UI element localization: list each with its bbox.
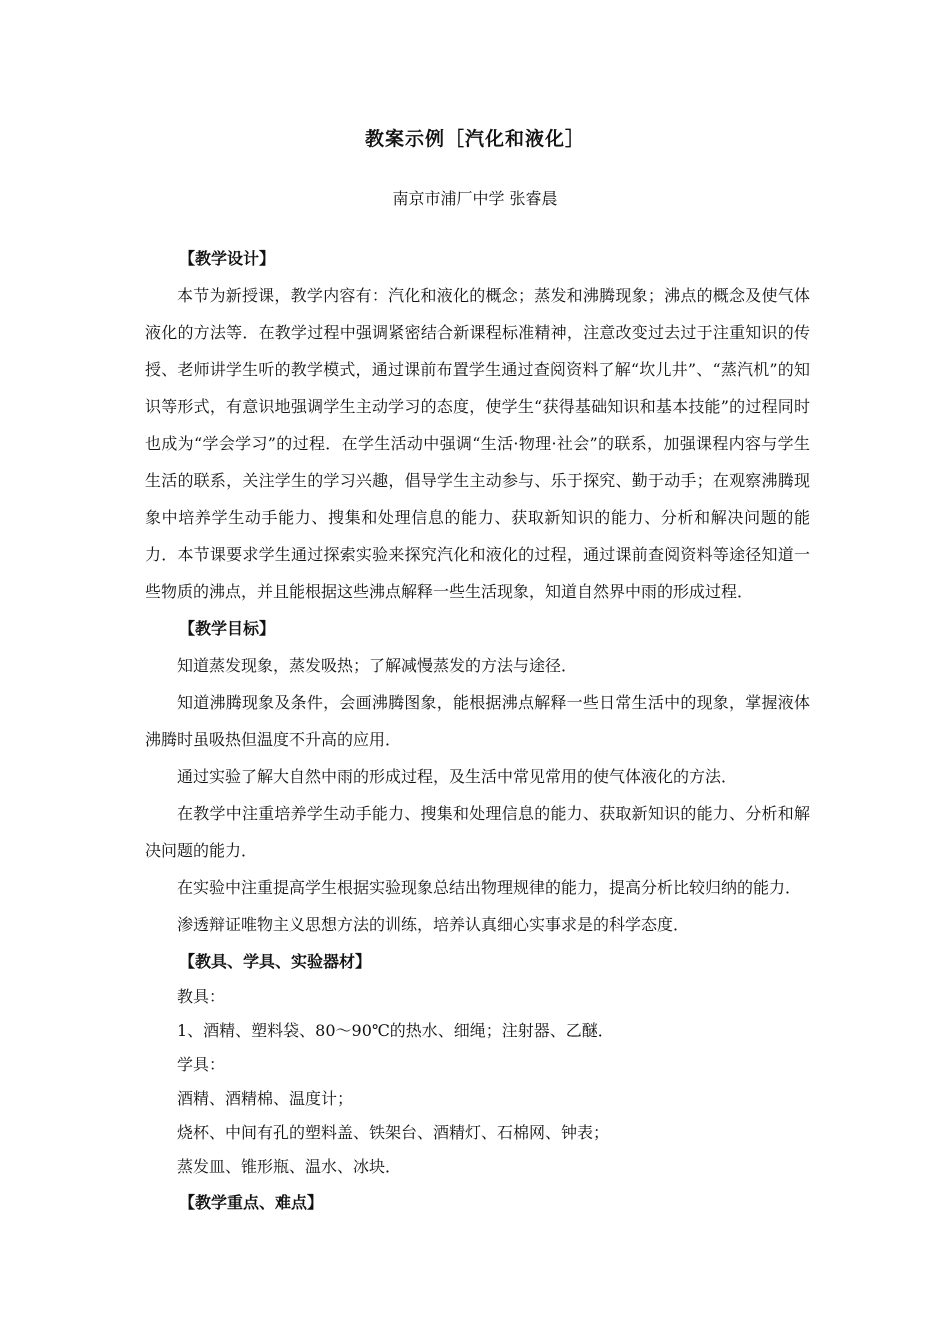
teaching-tools-list: 1、酒精、塑料袋、80～90℃的热水、细绳；注射器、乙醚． — [177, 1021, 614, 1040]
design-paragraph: 本节为新授课，教学内容有：汽化和液化的概念；蒸发和沸腾现象；沸点的概念及使气体液化的方法等．在教学过程中强调紧密结合新课程标准精神，注意改变过去过于注重知识的传授、老师讲学生听的教学模式，通过课前布置学生通过查阅资料了解“坎儿井”、“蒸汽机”的知识等形式，有意识地强调学生主动学习的态度，使学生“获得基础知识和基本技能”的过程同时也成为“学会学习”的过程．在学生活动中强调“生活·物理·社会”的联系，加强课程内容与学生生活的联系，关注学生的学习兴趣，倡导学生主动参与、乐于探究、勤于动手；在观察沸腾现象中培养学生动手能力、搜集和处理信息的能力、获取新知识的能力、分析和解决问题的能力．本节课要求学生通过探索实验来探究汽化和液化的过程，通过课前查阅资料等途径知道一些物质的沸点，并且能根据这些沸点解释一些生活现象，知道自然界中雨的形成过程． — [145, 286, 810, 601]
student-tools-item: 烧杯、中间有孔的塑料盖、铁架台、酒精灯、石棉网、钟表； — [177, 1123, 610, 1142]
document-title: 教案示例［汽化和液化］ — [364, 128, 585, 150]
goal-paragraph: 知道蒸发现象，蒸发吸热；了解减慢蒸发的方法与途径． — [177, 656, 578, 675]
student-tools-item: 蒸发皿、锥形瓶、温水、冰块． — [177, 1157, 402, 1176]
document-body — [145, 240, 810, 1221]
section-heading-key-points: 【教学重点、难点】 — [179, 1193, 324, 1212]
section-heading-goals: 【教学目标】 — [179, 619, 276, 638]
goal-paragraph: 在实验中注重提高学生根据实验现象总结出物理规律的能力，提高分析比较归纳的能力． — [177, 878, 802, 897]
goal-paragraph: 通过实验了解大自然中雨的形成过程，及生活中常见常用的使气体液化的方法． — [177, 767, 738, 786]
document-author: 南京市浦厂中学 张睿晨 — [392, 189, 558, 208]
student-tools-item: 酒精、酒精棉、温度计； — [177, 1089, 354, 1108]
goal-paragraph: 在教学中注重培养学生动手能力、搜集和处理信息的能力、获取新知识的能力、分析和解决问题的能力． — [145, 804, 810, 860]
goal-paragraph: 知道沸腾现象及条件，会画沸腾图象，能根据沸点解释一些日常生活中的现象，掌握液体沸腾时虽吸热但温度不升高的应用． — [145, 693, 810, 749]
teaching-tools-label: 教具： — [177, 987, 226, 1006]
student-tools-label: 学具： — [177, 1055, 226, 1074]
goal-paragraph: 渗透辩证唯物主义思想方法的训练，培养认真细心实事求是的科学态度． — [177, 915, 690, 934]
section-heading-equipment: 【教具、学具、实验器材】 — [179, 952, 372, 971]
section-heading-design: 【教学设计】 — [179, 249, 276, 268]
